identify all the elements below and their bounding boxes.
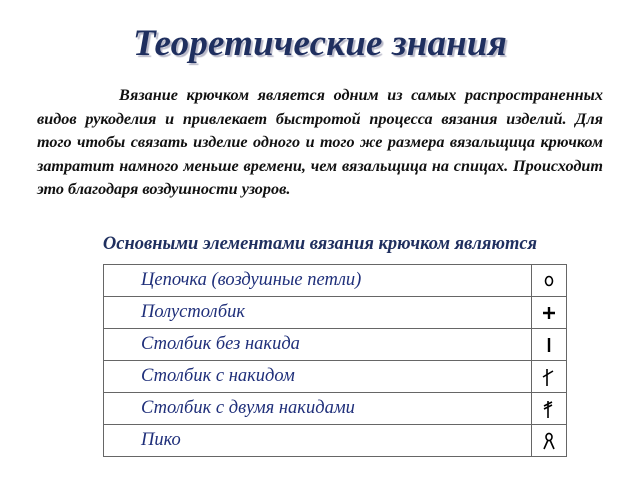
table-row (104, 393, 567, 425)
table-row (104, 329, 567, 361)
slashed-stitch-icon (532, 361, 567, 393)
page-title: Теоретические знания (133, 23, 507, 64)
picot-icon (532, 425, 567, 457)
double-slashed-stitch-icon (532, 393, 567, 425)
element-name: Пико (104, 425, 532, 457)
table-row (104, 361, 567, 393)
element-name: Цепочка (воздушные петли) (104, 265, 532, 297)
table-row (104, 265, 567, 297)
table-row (104, 297, 567, 329)
section-subtitle: Основными элементами вязания крючком являются (102, 234, 538, 254)
vertical-bar-icon (532, 329, 567, 361)
stitch-elements-table (103, 264, 567, 457)
table-row (104, 425, 567, 457)
element-name: Полустолбик (104, 297, 532, 329)
plus-icon (532, 297, 567, 329)
element-name: Столбик с накидом (104, 361, 532, 393)
element-name: Столбик с двумя накидами (104, 393, 532, 425)
chain-stitch-icon (532, 265, 567, 297)
intro-paragraph: Вязание крючком является одним из самых распространенных видов рукоделия и привлекает быстротой процесса вязания изделий. Для того чтобы связать изделие одного и того же размера вязальщица крючком затратит намного меньше времени, чем вязальщица на спицах. Происходит это благодаря воздушности узоров. (37, 86, 603, 198)
element-name: Столбик без накида (104, 329, 532, 361)
